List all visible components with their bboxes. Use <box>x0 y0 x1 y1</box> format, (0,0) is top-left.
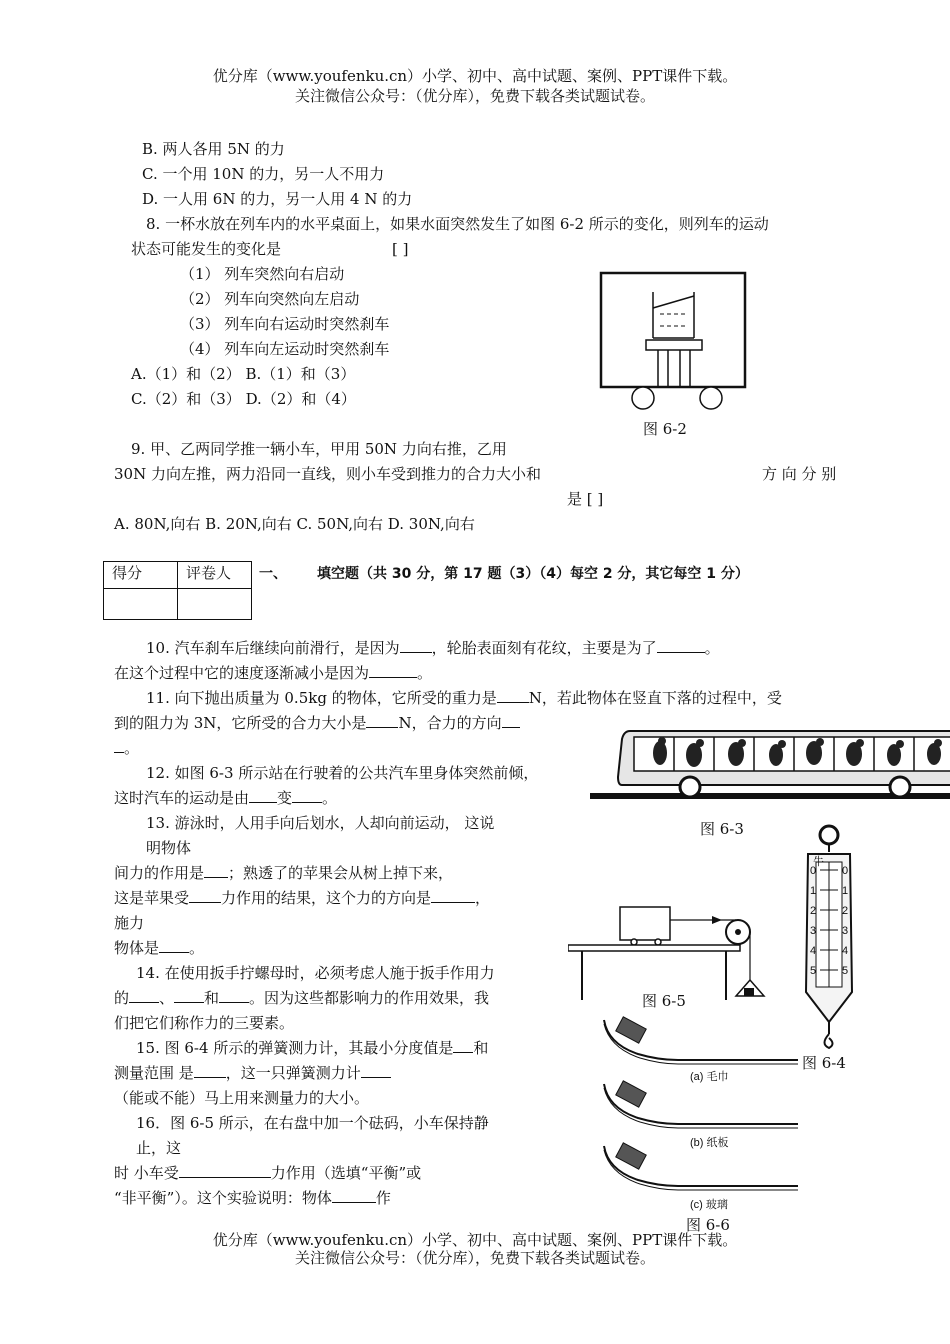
q13-blank-2[interactable] <box>189 888 221 903</box>
figure-6-5-caption: 图 6-5 <box>642 992 686 1010</box>
q15-blank-3[interactable] <box>361 1063 391 1078</box>
q9-line-2-tail: 方 向 分 别 <box>762 465 837 483</box>
q16-line-3 <box>114 1163 421 1183</box>
tick-3-left: 3 <box>810 925 817 937</box>
tick-4-right: 4 <box>842 945 849 957</box>
q12-text-c: 。 <box>322 789 338 807</box>
q8-answers-cd: C.（2）和（3） D.（2）和（4） <box>131 390 356 408</box>
q16-line-4 <box>114 1188 391 1208</box>
tick-5-left: 5 <box>810 965 817 977</box>
q8-bracket: [ ] <box>392 240 409 258</box>
q12-blank-1[interactable] <box>249 788 277 803</box>
q9-line-1: 9. 甲、乙两同学推一辆小车，甲用 50N 力向右推，乙用 <box>131 440 507 458</box>
q13-line-5: 施力 <box>114 914 145 932</box>
q12-text-b: 变 <box>277 789 293 807</box>
q13-line-3 <box>114 863 453 883</box>
q14-line-2 <box>114 988 489 1008</box>
q13-text-g: 。 <box>189 939 205 957</box>
tick-4-left: 4 <box>810 945 817 957</box>
q14-line-1: 14. 在使用扳手拧螺母时，必须考虑人施于扳手作用力 <box>136 964 495 982</box>
q16-blank-1[interactable] <box>179 1163 271 1178</box>
tick-5-right: 5 <box>842 965 849 977</box>
q11-blank-1[interactable] <box>497 688 529 703</box>
q10-line-1 <box>146 638 720 658</box>
q13-text-b: ；熟透了的苹果会从树上掉下来， <box>228 864 454 882</box>
q10-text-b: ，轮胎表面刻有花纹，主要是为了 <box>431 639 657 657</box>
q12-text-a: 这时汽车的运动是由 <box>114 789 250 807</box>
q11-text-c: 到的阻力为 3N，它所受的合力大小是 <box>114 714 367 732</box>
q13-text-c: 这是苹果受 <box>114 889 190 907</box>
q11-text-e: 。 <box>124 739 140 757</box>
score-table <box>103 561 252 620</box>
q7-option-b: B. 两人各用 5N 的力 <box>142 140 285 158</box>
ramp-surfaces-figure <box>598 1014 798 1216</box>
tick-1-left: 1 <box>810 885 817 897</box>
q11-line-3 <box>114 738 139 758</box>
q11-blank-2[interactable] <box>366 713 398 728</box>
q11-line-1 <box>146 688 782 708</box>
q8-line-1: 8. 一杯水放在列车内的水平桌面上，如果水面突然发生了如图 6-2 所示的变化，则列车的运动 <box>146 215 769 233</box>
tick-0-right: 0 <box>842 865 849 877</box>
q15-blank-1[interactable] <box>453 1038 473 1053</box>
q12-line-1: 12. 如图 6-3 所示站在行驶着的公共汽车里身体突然前倾， <box>146 764 539 782</box>
q16-text-c: “非平衡”）。这个实验说明：物体 <box>114 1189 332 1207</box>
q8-item-4: （4） 列车向左运动时突然刹车 <box>180 340 390 358</box>
header-line-2: 关注微信公众号：（优分库），免费下载各类试题试卷。 <box>294 87 655 105</box>
q8-item-2: （2） 列车向突然向左启动 <box>180 290 360 308</box>
footer-line-1: 优分库（www.youfenku.cn）小学、初中、高中试题、案例、PPT课件下载。 <box>212 1231 738 1249</box>
ramp-label-b: (b) 纸板 <box>690 1137 729 1149</box>
figure-6-6-caption: 图 6-6 <box>686 1216 730 1234</box>
q10-line-2 <box>114 663 432 683</box>
tick-2-right: 2 <box>842 905 849 917</box>
q10-text-c: 。 <box>704 639 720 657</box>
q16-text-b: 力作用（选填“平衡”或 <box>270 1164 422 1182</box>
q9-line-3: 是 [ ] <box>567 490 604 508</box>
q8-line-2: 状态可能发生的变化是 <box>131 240 282 258</box>
q10-text-e: 。 <box>417 664 433 682</box>
q12-blank-2[interactable] <box>292 788 322 803</box>
q8-answers-ab: A.（1）和（2） B.（1）和（3） <box>131 365 356 383</box>
q15-text-c: 测量范围 是 <box>114 1064 194 1082</box>
q14-blank-3[interactable] <box>219 988 249 1003</box>
grader-cell[interactable] <box>178 589 252 620</box>
q11-blank-3b[interactable] <box>114 738 124 753</box>
q11-line-2 <box>114 713 520 733</box>
score-cell[interactable] <box>104 589 178 620</box>
ramp-label-c: (c) 玻璃 <box>690 1199 728 1211</box>
q14-text-c: 和 <box>204 989 220 1007</box>
q13-text-e: ， <box>475 889 491 907</box>
q14-blank-1[interactable] <box>129 988 159 1003</box>
q7-option-d: D. 一人用 6N 的力，另一人用 4 N 的力 <box>142 190 413 208</box>
section-title: 填空题（共 30 分，第 17 题（3）（4）每空 2 分，其它每空 1 分） <box>317 566 749 582</box>
score-label: 得分 <box>104 562 178 589</box>
q16-line-2: 止，这 <box>136 1139 182 1157</box>
q15-text-a: 15. 图 6-4 所示的弹簧测力计，其最小分度值是 <box>136 1039 454 1057</box>
figure-6-4-caption: 图 6-4 <box>802 1054 846 1072</box>
tick-3-right: 3 <box>842 925 849 937</box>
q8-item-1: （1） 列车突然向右启动 <box>180 265 345 283</box>
train-cup-figure <box>598 270 750 414</box>
q11-text-d: N，合力的方向 <box>398 714 502 732</box>
q10-blank-3[interactable] <box>369 663 417 678</box>
spring-scale-figure <box>800 822 860 1052</box>
q12-line-2 <box>114 788 337 808</box>
q13-blank-3[interactable] <box>431 888 475 903</box>
q15-line-1 <box>136 1038 488 1058</box>
q13-blank-1[interactable] <box>204 863 228 878</box>
q7-option-c: C. 一个用 10N 的力，另一人不用力 <box>142 165 385 183</box>
q16-blank-2[interactable] <box>332 1188 376 1203</box>
q14-line-3: 们把它们称作力的三要素。 <box>114 1014 295 1032</box>
q15-text-d: ，这一只弹簧测力计 <box>225 1064 361 1082</box>
q13-text-f: 物体是 <box>114 939 160 957</box>
q16-text-a: 时 小车受 <box>114 1164 179 1182</box>
q10-blank-1[interactable] <box>400 638 432 653</box>
tick-1-right: 1 <box>842 885 849 897</box>
tick-0-left: 0 <box>810 865 817 877</box>
q10-text-d: 在这个过程中它的速度逐渐减小是因为 <box>114 664 370 682</box>
bus-figure <box>590 723 950 805</box>
q15-text-b: 和 <box>473 1039 489 1057</box>
figure-6-2-caption: 图 6-2 <box>643 420 687 438</box>
tick-2-left: 2 <box>810 905 817 917</box>
cart-pulley-figure <box>568 900 774 1000</box>
q13-text-d: 力作用的结果，这个力的方向是 <box>221 889 432 907</box>
ramp-label-a: (a) 毛巾 <box>690 1071 729 1083</box>
footer-line-2: 关注微信公众号：（优分库），免费下载各类试题试卷。 <box>294 1249 655 1267</box>
q14-blank-2[interactable] <box>174 988 204 1003</box>
q8-item-3: （3） 列车向右运动时突然刹车 <box>180 315 390 333</box>
q14-text-b: 、 <box>159 989 175 1007</box>
section-number: 一、 <box>259 566 287 582</box>
q9-line-2: 30N 力向左推，两力沿同一直线，则小车受到推力的合力大小和 <box>114 465 541 483</box>
q14-text-a: 的 <box>114 989 130 1007</box>
q13-line-2: 明物体 <box>146 839 192 857</box>
q13-line-6 <box>114 938 204 958</box>
q11-text-a: 11. 向下抛出质量为 0.5kg 的物体，它所受的重力是 <box>146 689 497 707</box>
q13-text-a: 间力的作用是 <box>114 864 205 882</box>
header-line-1: 优分库（www.youfenku.cn）小学、初中、高中试题、案例、PPT课件下载。 <box>212 67 738 85</box>
q10-blank-2[interactable] <box>657 638 705 653</box>
q14-text-d: 。因为这些都影响力的作用效果，我 <box>249 989 490 1007</box>
q10-text-a: 10. 汽车刹车后继续向前滑行，是因为 <box>146 639 400 657</box>
q13-blank-4[interactable] <box>159 938 189 953</box>
q11-text-b: N，若此物体在竖直下落的过程中，受 <box>528 689 782 707</box>
q15-line-2 <box>114 1063 391 1083</box>
grader-label: 评卷人 <box>178 562 252 589</box>
q13-line-1: 13. 游泳时，人用手向后划水，人却向前运动， 这说 <box>146 814 495 832</box>
q11-blank-3[interactable] <box>502 713 520 728</box>
q13-line-4 <box>114 888 490 908</box>
figure-6-3-caption: 图 6-3 <box>700 820 744 838</box>
q15-blank-2[interactable] <box>194 1063 226 1078</box>
q9-answers: A. 80N,向右 B. 20N,向右 C. 50N,向右 D. 30N,向右 <box>114 515 475 533</box>
q16-line-1: 16．图 6-5 所示，在右盘中加一个砝码，小车保持静 <box>136 1114 489 1132</box>
spring-scale-unit: 牛 <box>813 856 824 868</box>
q15-line-3: （能或不能）马上用来测量力的大小。 <box>114 1089 370 1107</box>
q16-text-d: 作 <box>375 1189 391 1207</box>
